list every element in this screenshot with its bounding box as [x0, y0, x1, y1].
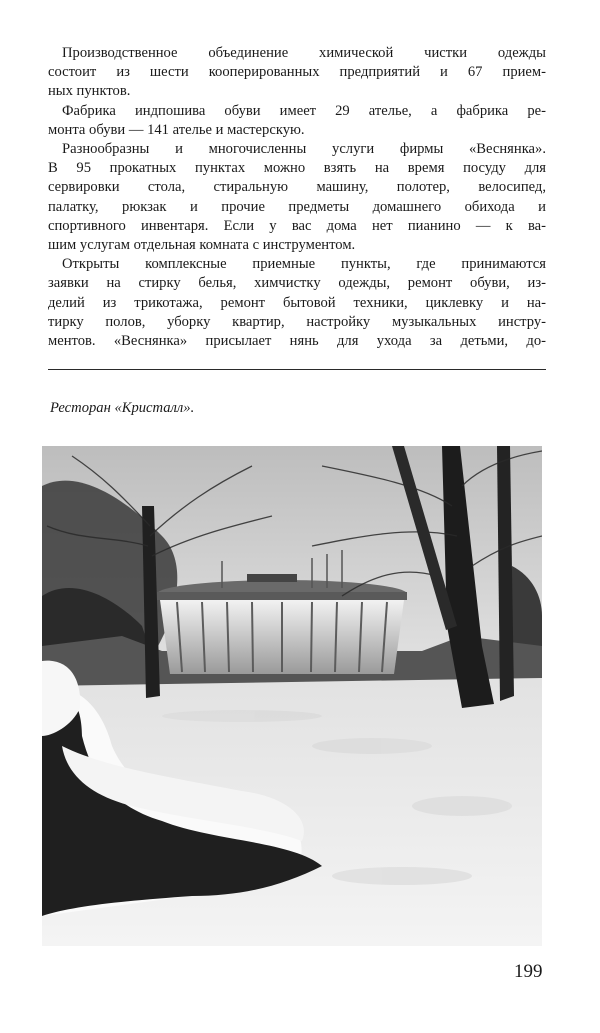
text-line: заявки на стирку белья, химчистку одежды, ремонт обуви, из- [48, 275, 546, 292]
text-line: тирку полов, уборку квартир, настройку музыкальных инстру- [48, 313, 546, 330]
text-line: монта обуви — 141 ателье и мастерскую. [48, 121, 305, 138]
text-line: Производственное объединение химической чистки одежды [62, 45, 546, 61]
text-line: состоит из шести кооперированных предприятий и 67 прием- [48, 64, 546, 81]
text-line: В 95 прокатных пунктах можно взять на время посуду для [48, 160, 546, 177]
restaurant-photo [42, 446, 542, 946]
text-line: делий из трикотажа, ремонт бытовой техники, циклевку и на- [48, 294, 546, 311]
paragraph-1 [48, 44, 546, 102]
text-line: спортивного инвентаря. Если у вас дома нет пианино — к ва- [48, 217, 546, 234]
text-line: палатку, рюкзак и прочие предметы домашнего обихода и [48, 198, 546, 215]
body-text [48, 44, 546, 351]
page-number: 199 [514, 961, 543, 982]
text-line: Разнообразны и многочисленны услуги фирмы «Веснянка». [62, 141, 546, 158]
text-line: Открыты комплексные приемные пункты, где принимаются [62, 256, 546, 273]
paragraph-2 [48, 102, 546, 140]
text-line: сервировки стола, стиральную машину, полотер, велосипед, [48, 179, 546, 196]
text-line: Фабрика индпошива обуви имеет 29 ателье, а фабрика ре- [62, 102, 546, 119]
section-divider [48, 369, 546, 370]
text-line: ментов. «Веснянка» присылает нянь для ухода за детьми, до- [48, 333, 546, 350]
paragraph-4 [48, 255, 546, 351]
photo-caption: Ресторан «Кристалл». [50, 400, 195, 416]
text-line: шим услугам отдельная комната с инструментом. [48, 237, 356, 254]
text-line: ных пунктов. [48, 83, 131, 100]
paragraph-3 [48, 140, 546, 255]
